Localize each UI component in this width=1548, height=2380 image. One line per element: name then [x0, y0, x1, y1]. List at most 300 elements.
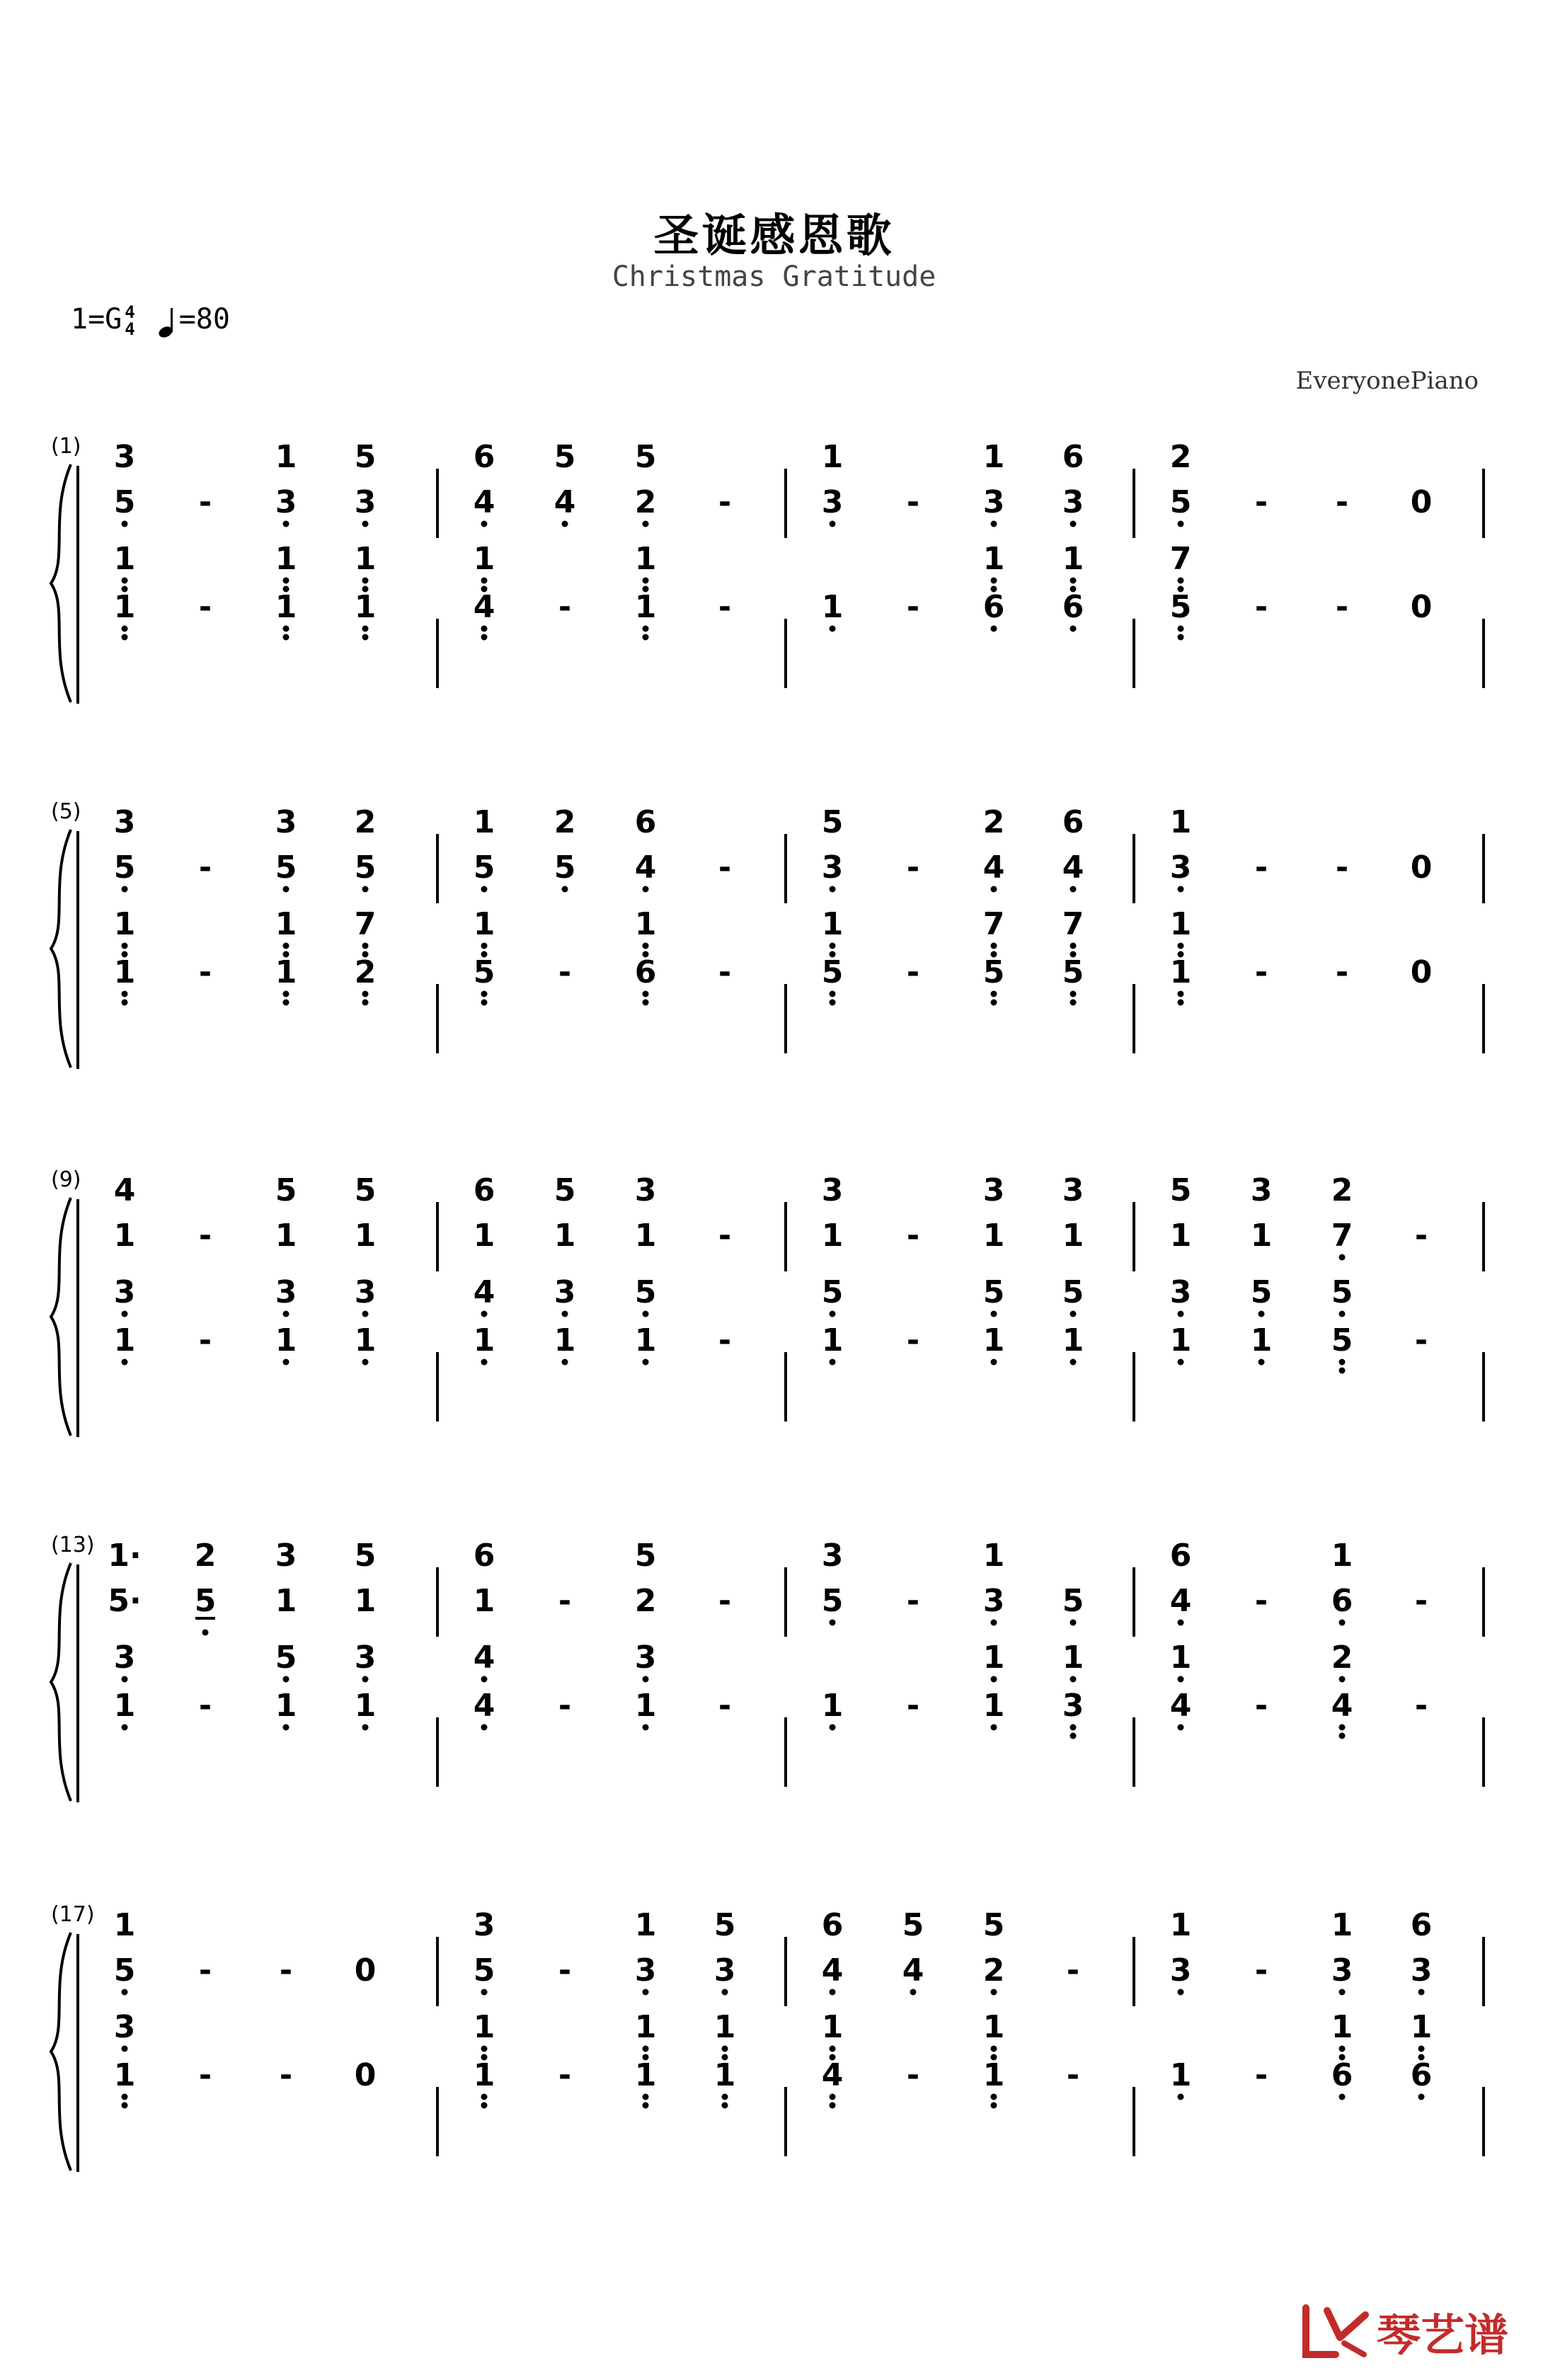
note: 5 — [354, 1538, 377, 1574]
note: 1 — [982, 1688, 1005, 1724]
dash-extension: - — [558, 1688, 572, 1724]
note: 1 — [982, 541, 1005, 577]
dash-extension: - — [1335, 484, 1349, 520]
note: 3 — [113, 2009, 136, 2045]
dash-extension: - — [1066, 1952, 1080, 1989]
note: 5 — [982, 954, 1005, 990]
octave-dot — [830, 1359, 836, 1366]
note: 5 — [473, 849, 495, 886]
note: 1 — [634, 906, 657, 942]
octave-dot — [991, 1989, 997, 1996]
key-signature: 1=G — [71, 303, 122, 336]
dash-extension: - — [198, 1952, 212, 1989]
note: 3 — [275, 1274, 297, 1310]
octave-dot — [643, 1359, 649, 1366]
note: 1 — [354, 1583, 377, 1619]
note: 4 — [473, 1640, 495, 1676]
note: 3 — [982, 484, 1005, 520]
note: 1 — [821, 906, 844, 942]
time-signature-top: 4 — [125, 302, 135, 322]
octave-dot — [643, 578, 649, 584]
note: 5 — [982, 1907, 1005, 1943]
note: 1 — [821, 439, 844, 475]
note: 1 — [113, 2057, 136, 2093]
octave-dot — [1339, 1676, 1346, 1683]
octave-dot — [991, 2102, 997, 2109]
note: 1 — [1062, 1322, 1084, 1358]
dash-extension: - — [718, 484, 732, 520]
octave-dot — [643, 2094, 649, 2100]
octave-dot — [122, 943, 128, 949]
octave-dot — [991, 2094, 997, 2100]
note: 1 — [1331, 1907, 1353, 1943]
score-subtitle: Christmas Gratitude — [612, 261, 936, 293]
note: 2 — [354, 804, 377, 840]
note: 1 — [982, 1218, 1005, 1254]
octave-dot — [562, 1359, 568, 1366]
octave-dot — [122, 991, 128, 997]
note: 1 — [982, 1640, 1005, 1676]
octave-dot — [1070, 943, 1077, 949]
grand-staff-brace — [51, 1933, 71, 2170]
measure-number: (1) — [51, 434, 81, 459]
note: 1 — [982, 1538, 1005, 1574]
note: 6 — [1169, 1538, 1192, 1574]
dash-extension: - — [198, 1322, 212, 1358]
note: 5 — [554, 439, 576, 475]
octave-dot — [643, 634, 649, 641]
note: 2 — [1331, 1172, 1353, 1208]
note: 4 — [982, 849, 1005, 886]
note: 1 — [113, 1688, 136, 1724]
octave-dot — [830, 1620, 836, 1626]
octave-dot — [283, 578, 289, 584]
note: 1 — [634, 589, 657, 625]
tempo-value: =80 — [178, 303, 230, 336]
score-system — [51, 434, 1484, 704]
octave-dot — [362, 943, 369, 949]
note: 4 — [554, 484, 576, 520]
octave-dot — [1339, 1368, 1346, 1374]
dash-extension: - — [718, 589, 732, 625]
dash-extension: - — [1414, 1322, 1428, 1358]
note: 3 — [1062, 1688, 1084, 1724]
octave-dot — [122, 1359, 128, 1366]
octave-dot — [562, 886, 568, 893]
note: 5 — [1062, 1583, 1084, 1619]
note: 1 — [821, 1688, 844, 1724]
note: 7 — [1062, 906, 1084, 942]
dash-extension: - — [558, 954, 572, 990]
octave-dot — [991, 991, 997, 997]
octave-dot — [1339, 1733, 1346, 1739]
note: 4 — [1169, 1583, 1192, 1619]
octave-dot — [1070, 1724, 1077, 1731]
note: 1 — [1169, 1322, 1192, 1358]
note: 1 — [821, 1218, 844, 1254]
note: 1 — [473, 906, 495, 942]
octave-dot — [1070, 521, 1077, 527]
note: 3 — [1169, 1274, 1192, 1310]
octave-dot — [1070, 1676, 1077, 1683]
dash-extension: - — [718, 1218, 732, 1254]
octave-dot — [1178, 886, 1184, 893]
dash-extension: - — [1254, 849, 1268, 886]
octave-dot — [643, 991, 649, 997]
note: 1 — [821, 2009, 844, 2045]
dash-extension: - — [906, 849, 920, 886]
note: 4 — [1062, 849, 1084, 886]
octave-dot — [1178, 578, 1184, 584]
dash-extension: - — [906, 1322, 920, 1358]
dash-extension: - — [1414, 1218, 1428, 1254]
note: 2 — [194, 1538, 217, 1574]
dash-extension: - — [1414, 1688, 1428, 1724]
note: 1 — [821, 589, 844, 625]
octave-dot — [722, 2046, 728, 2052]
rest: 0 — [1410, 954, 1433, 990]
note: 1 — [634, 1322, 657, 1358]
note: 1 — [275, 1218, 297, 1254]
dash-extension: - — [1335, 589, 1349, 625]
octave-dot — [122, 2094, 128, 2100]
site-logo — [1300, 2299, 1508, 2363]
note: 1 — [1410, 2009, 1433, 2045]
note: 7 — [1331, 1218, 1353, 1254]
note: 1 — [275, 954, 297, 990]
octave-dot — [722, 2102, 728, 2109]
note: 1 — [821, 1322, 844, 1358]
note: 1 — [354, 589, 377, 625]
octave-dot — [1178, 1620, 1184, 1626]
octave-dot — [1178, 1311, 1184, 1317]
octave-dot — [1339, 2046, 1346, 2052]
octave-dot — [122, 634, 128, 641]
note: 5 — [902, 1907, 924, 1943]
octave-dot — [1178, 1989, 1184, 1996]
note: 1 — [634, 541, 657, 577]
octave-dot — [1178, 2094, 1184, 2100]
octave-dot — [722, 2094, 728, 2100]
octave-dot — [283, 943, 289, 949]
octave-dot — [1070, 626, 1077, 632]
octave-dot — [362, 991, 369, 997]
octave-dot — [481, 578, 488, 584]
note: 1 — [1331, 2009, 1353, 2045]
note: 3 — [1331, 1952, 1353, 1989]
note: 1 — [1062, 1218, 1084, 1254]
octave-dot — [1178, 1359, 1184, 1366]
octave-dot — [830, 1724, 836, 1731]
arranger-credit: EveryonePiano — [1295, 367, 1479, 395]
note: 5 — [821, 1274, 844, 1310]
octave-dot — [362, 634, 369, 641]
octave-dot — [830, 991, 836, 997]
note: 1 — [634, 1218, 657, 1254]
note: 1 — [713, 2057, 736, 2093]
grand-staff-brace — [51, 1563, 71, 1801]
note: 3 — [821, 849, 844, 886]
measure-number: (5) — [51, 799, 81, 824]
octave-dot — [643, 2046, 649, 2052]
note: 3 — [1250, 1172, 1273, 1208]
note: 4 — [1169, 1688, 1192, 1724]
grand-staff-brace — [51, 1198, 71, 1436]
grand-staff-brace — [51, 464, 71, 702]
dash-extension: - — [198, 1218, 212, 1254]
note: 1 — [354, 541, 377, 577]
octave-dot — [991, 886, 997, 893]
note: 5 — [634, 439, 657, 475]
note: 3 — [821, 484, 844, 520]
dash-extension: - — [558, 1952, 572, 1989]
dash-extension: - — [198, 849, 212, 886]
octave-dot — [481, 634, 488, 641]
octave-dot — [830, 2046, 836, 2052]
logo-mark-icon — [1300, 2301, 1371, 2362]
note: 5 — [1250, 1274, 1273, 1310]
note: 1 — [634, 1907, 657, 1943]
note: 1 — [1169, 2057, 1192, 2093]
note: 6 — [1410, 1907, 1433, 1943]
note: 5 — [354, 849, 377, 886]
note: 5 — [473, 954, 495, 990]
measure-number: (13) — [51, 1533, 95, 1557]
octave-dot — [991, 1724, 997, 1731]
note: 3 — [113, 1640, 136, 1676]
note: 6 — [473, 1538, 495, 1574]
note: 2 — [634, 484, 657, 520]
dash-extension: - — [279, 1952, 293, 1989]
octave-dot — [362, 1000, 369, 1006]
note: 1 — [634, 2009, 657, 2045]
octave-dot — [1178, 521, 1184, 527]
octave-dot — [991, 1676, 997, 1683]
octave-dot — [122, 2102, 128, 2109]
note: 5 — [1062, 1274, 1084, 1310]
octave-dot — [1178, 1000, 1184, 1006]
note: 4 — [473, 589, 495, 625]
note: 5 — [821, 954, 844, 990]
note: 3 — [113, 1274, 136, 1310]
octave-dot — [1070, 1359, 1077, 1366]
octave-dot — [830, 1989, 836, 1996]
octave-dot — [122, 626, 128, 632]
note: 6 — [982, 589, 1005, 625]
octave-dot — [830, 521, 836, 527]
note: 2 — [554, 804, 576, 840]
note: 4 — [473, 1274, 495, 1310]
octave-dot — [1070, 1311, 1077, 1317]
octave-dot — [283, 886, 289, 893]
note: 3 — [354, 1640, 377, 1676]
note: 1 — [982, 2057, 1005, 2093]
octave-dot — [362, 521, 369, 527]
octave-dot — [643, 1989, 649, 1996]
note: 3 — [713, 1952, 736, 1989]
octave-dot — [362, 1311, 369, 1317]
dash-extension: - — [1254, 484, 1268, 520]
octave-dot — [362, 1359, 369, 1366]
note: 1 — [554, 1218, 576, 1254]
dash-extension: - — [1254, 1583, 1268, 1619]
rest: 0 — [1410, 849, 1433, 886]
octave-dot — [830, 2094, 836, 2100]
note: 4 — [821, 2057, 844, 2093]
note: 3 — [1062, 1172, 1084, 1208]
score-system — [51, 1902, 1484, 2172]
octave-dot — [122, 578, 128, 584]
octave-dot — [830, 943, 836, 949]
octave-dot — [362, 578, 369, 584]
rest: 0 — [1410, 589, 1433, 625]
note: 5 — [1062, 954, 1084, 990]
octave-dot — [1339, 1724, 1346, 1731]
octave-dot — [643, 1311, 649, 1317]
note: 4 — [1331, 1688, 1353, 1724]
octave-dot — [1178, 1724, 1184, 1731]
octave-dot — [481, 2046, 488, 2052]
octave-dot — [1178, 634, 1184, 641]
octave-dot — [481, 1311, 488, 1317]
dash-extension: - — [1335, 849, 1349, 886]
dash-extension: - — [906, 1583, 920, 1619]
dash-extension: - — [906, 589, 920, 625]
note: 5 — [821, 1583, 844, 1619]
note: 5 — [113, 849, 136, 886]
note: 4 — [473, 484, 495, 520]
note: 6 — [473, 439, 495, 475]
octave-dot — [1339, 1359, 1346, 1366]
octave-dot — [122, 1724, 128, 1731]
note: 2 — [1331, 1640, 1353, 1676]
octave-dot — [122, 521, 128, 527]
octave-dot — [283, 521, 289, 527]
octave-dot — [643, 1000, 649, 1006]
octave-dot — [1418, 2046, 1425, 2052]
octave-dot — [1070, 1733, 1077, 1739]
octave-dot — [481, 1724, 488, 1731]
octave-dot — [643, 2102, 649, 2109]
note: 1 — [713, 2009, 736, 2045]
note: 7 — [354, 906, 377, 942]
note: 5 — [354, 439, 377, 475]
note: 1 — [473, 2057, 495, 2093]
octave-dot — [1339, 2094, 1346, 2100]
note: 3 — [354, 1274, 377, 1310]
note: 1 — [354, 1322, 377, 1358]
note: 1 — [275, 541, 297, 577]
note: 5 — [113, 484, 136, 520]
octave-dot — [481, 1000, 488, 1006]
octave-dot — [481, 2094, 488, 2100]
note: 1 — [982, 439, 1005, 475]
dash-extension: - — [1254, 1952, 1268, 1989]
dash-extension: - — [198, 1688, 212, 1724]
note: 1 — [113, 1907, 136, 1943]
octave-dot — [122, 1676, 128, 1683]
note: 3 — [113, 439, 136, 475]
octave-dot — [1339, 1254, 1346, 1261]
octave-dot — [1178, 626, 1184, 632]
note: 3 — [113, 804, 136, 840]
note: 5 — [354, 1172, 377, 1208]
octave-dot — [283, 991, 289, 997]
note: 6 — [634, 804, 657, 840]
octave-dot — [830, 1311, 836, 1317]
octave-dot — [830, 626, 836, 632]
note: 3 — [821, 1172, 844, 1208]
note: 1 — [473, 804, 495, 840]
octave-dot — [283, 1359, 289, 1366]
note: 3 — [1410, 1952, 1433, 1989]
note: 1 — [113, 906, 136, 942]
logo-text: 琴艺谱 — [1376, 2309, 1508, 2361]
octave-dot — [643, 943, 649, 949]
dash-extension: - — [558, 589, 572, 625]
score-system — [51, 1533, 1484, 1802]
note: 5 — [275, 1640, 297, 1676]
octave-dot — [122, 2046, 128, 2052]
note: 4 — [821, 1952, 844, 1989]
score-system — [51, 799, 1484, 1069]
note: 1 — [1169, 954, 1192, 990]
measure-number: (17) — [51, 1902, 95, 1927]
dash-extension: - — [1254, 1688, 1268, 1724]
octave-dot — [643, 626, 649, 632]
note: 1 — [1250, 1218, 1273, 1254]
octave-dot — [362, 1724, 369, 1731]
note: 5 — [113, 1952, 136, 1989]
octave-dot — [1070, 1620, 1077, 1626]
note: 1 — [1169, 906, 1192, 942]
octave-dot — [910, 1989, 917, 1996]
note: 1 — [473, 1322, 495, 1358]
note: 5 — [554, 849, 576, 886]
note: 5 — [634, 1538, 657, 1574]
octave-dot — [643, 521, 649, 527]
note: 1 — [473, 1583, 495, 1619]
octave-dot — [481, 1989, 488, 1996]
note: 1 — [1250, 1322, 1273, 1358]
octave-dot — [122, 886, 128, 893]
note: 1 — [113, 589, 136, 625]
note: 6 — [634, 954, 657, 990]
dash-extension: - — [1414, 1583, 1428, 1619]
measure-number: (9) — [51, 1167, 81, 1192]
note: 5 — [194, 1583, 217, 1619]
octave-dot — [122, 1311, 128, 1317]
note: 4 — [634, 849, 657, 886]
note: 2 — [1169, 439, 1192, 475]
octave-dot — [1070, 991, 1077, 997]
dash-extension: - — [718, 849, 732, 886]
note: 3 — [473, 1907, 495, 1943]
octave-dot — [991, 943, 997, 949]
note: 3 — [354, 484, 377, 520]
octave-dot — [122, 1989, 128, 1996]
octave-dot — [283, 1311, 289, 1317]
note: 3 — [634, 1640, 657, 1676]
note: 1 — [982, 1322, 1005, 1358]
octave-dot — [481, 2102, 488, 2109]
note: 1 — [1169, 804, 1192, 840]
dash-extension: - — [198, 589, 212, 625]
octave-dot — [481, 1359, 488, 1366]
dash-extension: - — [718, 954, 732, 990]
note: 2 — [634, 1583, 657, 1619]
dash-extension: - — [1254, 589, 1268, 625]
